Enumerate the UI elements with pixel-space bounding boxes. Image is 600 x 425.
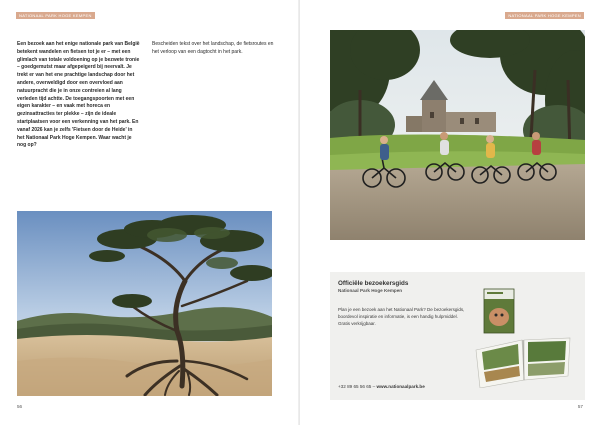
section-tag-right: NATIONAAL PARK HOGE KEMPEN <box>505 12 584 19</box>
visitor-guide-cover <box>482 287 516 335</box>
tree-on-dune-photo <box>17 211 272 396</box>
section-tag-left: NATIONAAL PARK HOGE KEMPEN <box>16 12 95 19</box>
visitor-guide-subtitle: Nationaal Park Hoge Kempen <box>338 288 403 293</box>
contact-separator: – <box>371 384 377 389</box>
intro-paragraph: Een bezoek aan het enige nationale park van België betekent wandelen en fietsen tot je er – met een glimlach van totale voldoening op je bezwete tronie – goedgemutst maar afgepeigerd bij neervalt. Je trekt er van het ene prachtige landschap door het andere, overweldigd door een overvloed aan natuurpracht die je in onze contreien al lang verleden tijd achtte. De toegangspoorten met een eigen karakter – en vaak met horeca en gezinsattracties ter plekke – zijn de ideale startplaatsen voor een verkenning van het park. En vanaf 2026 kan je zelfs 'Fietsen door de Heide' in het Nationaal Park Hoge Kempen. Waar wacht je nog op? <box>17 41 140 149</box>
contact-phone: +32 89 65 56 65 <box>338 384 372 389</box>
visitor-guide-open-spread <box>474 336 572 388</box>
page-number-right: 57 <box>577 404 583 409</box>
cyclists-photo-illustration <box>330 30 585 240</box>
contact-website[interactable]: www.nationaalpark.be <box>376 384 425 389</box>
body-paragraph: Bescheiden tekst over het landschap, de fietsroutes en het verloop van een dagtocht in het park. <box>152 41 274 55</box>
guide-cover-illustration <box>482 287 516 335</box>
visitor-guide-contact <box>338 384 425 389</box>
visitor-guide-title: Officiële bezoekersgids <box>338 280 409 287</box>
tree-photo-illustration <box>17 211 272 396</box>
guide-open-illustration <box>474 336 572 388</box>
page-number-left: 56 <box>17 404 23 409</box>
visitor-guide-description: Plan je een bezoek aan het Nationaal Park? De bezoekersgids, boordevol inspiratie en informatie, is een handig hulpmiddel. Gratis verkrijgbaar. <box>338 307 465 326</box>
cyclists-photo <box>330 30 585 240</box>
